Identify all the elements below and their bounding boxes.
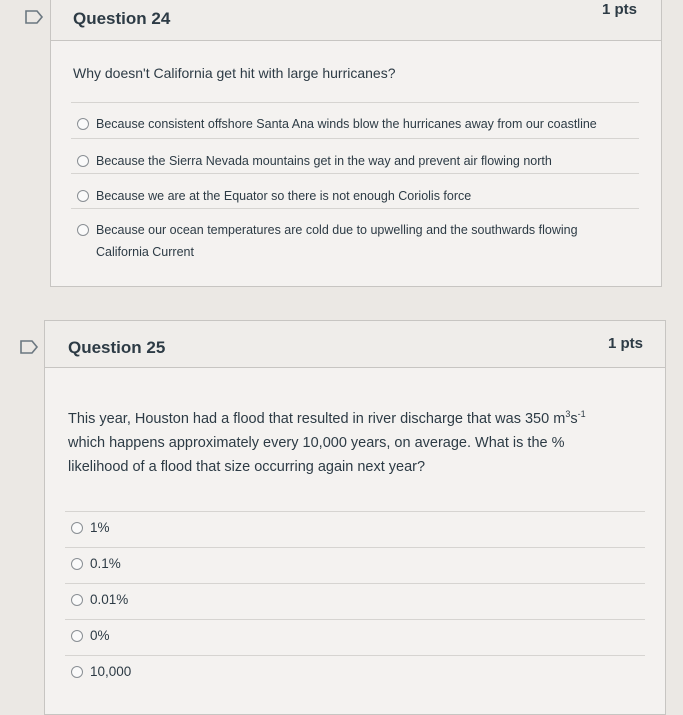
answer-label: Because we are at the Equator so there is not enough Coriolis force bbox=[96, 189, 472, 203]
answer-label: 0.1% bbox=[90, 556, 121, 571]
question-24-prompt: Why doesn't California get hit with large hurricanes? bbox=[73, 65, 396, 81]
answer-divider bbox=[71, 173, 639, 174]
radio-button[interactable] bbox=[71, 594, 83, 606]
question-25-title: Question 25 bbox=[68, 338, 166, 357]
question-24-points: 1 pts bbox=[601, 1, 637, 18]
prompt-text: s bbox=[570, 411, 578, 427]
question-25-points: 1 pts bbox=[607, 335, 643, 352]
answer-label: Because consistent offshore Santa Ana winds blow the hurricanes away from our coastline bbox=[96, 117, 597, 131]
answer-divider bbox=[71, 138, 639, 139]
question-25-answer-1[interactable] bbox=[71, 517, 110, 539]
radio-button[interactable] bbox=[71, 522, 83, 534]
answer-divider bbox=[71, 102, 639, 103]
question-25-prompt bbox=[68, 407, 648, 479]
radio-button[interactable] bbox=[77, 118, 89, 130]
question-24-title: Question 24 bbox=[73, 9, 171, 28]
answer-label: 1% bbox=[90, 520, 110, 535]
answer-label: 10,000 bbox=[90, 664, 132, 679]
answer-divider bbox=[65, 655, 645, 656]
question-24-answer-4[interactable] bbox=[77, 219, 637, 263]
radio-button[interactable] bbox=[71, 630, 83, 642]
question-25-answer-5[interactable] bbox=[71, 661, 131, 683]
radio-button[interactable] bbox=[77, 224, 89, 236]
answer-divider bbox=[71, 208, 639, 209]
prompt-superscript: 3 bbox=[565, 409, 571, 420]
question-24-answer-2[interactable] bbox=[77, 150, 637, 172]
question-25-answer-2[interactable] bbox=[71, 553, 121, 575]
answer-label bbox=[96, 219, 578, 263]
answer-divider bbox=[65, 547, 645, 548]
answer-divider bbox=[65, 511, 645, 512]
answer-divider bbox=[65, 583, 645, 584]
answer-label-line: Because our ocean temperatures are cold due to upwelling and the southwards flowing bbox=[96, 223, 578, 237]
question-25-answer-4[interactable] bbox=[71, 625, 110, 647]
answer-label-line: California Current bbox=[96, 245, 194, 259]
prompt-line: likelihood of a flood that size occurring again next year? bbox=[68, 459, 426, 475]
prompt-text: This year, Houston had a flood that resulted in river discharge that was 350 m bbox=[68, 411, 566, 427]
radio-button[interactable] bbox=[71, 666, 83, 678]
question-24-header bbox=[51, 0, 661, 41]
radio-button[interactable] bbox=[77, 155, 89, 167]
answer-label: 0.01% bbox=[90, 592, 129, 607]
prompt-superscript: -1 bbox=[577, 409, 586, 420]
question-24-answer-1[interactable] bbox=[77, 113, 637, 135]
prompt-line bbox=[68, 411, 586, 427]
question-24-answer-3[interactable] bbox=[77, 185, 637, 207]
radio-button[interactable] bbox=[77, 190, 89, 202]
radio-button[interactable] bbox=[71, 558, 83, 570]
question-25-answer-3[interactable] bbox=[71, 589, 128, 611]
answer-label: 0% bbox=[90, 628, 110, 643]
answer-divider bbox=[65, 619, 645, 620]
question-24-flag-icon[interactable] bbox=[24, 10, 44, 24]
prompt-line: which happens approximately every 10,000 years, on average. What is the % bbox=[68, 435, 565, 451]
question-25-card bbox=[44, 320, 666, 715]
question-24-card bbox=[50, 0, 662, 287]
question-25-header bbox=[45, 321, 665, 368]
question-25-flag-icon[interactable] bbox=[19, 340, 39, 354]
answer-label: Because the Sierra Nevada mountains get in the way and prevent air flowing north bbox=[96, 154, 552, 168]
